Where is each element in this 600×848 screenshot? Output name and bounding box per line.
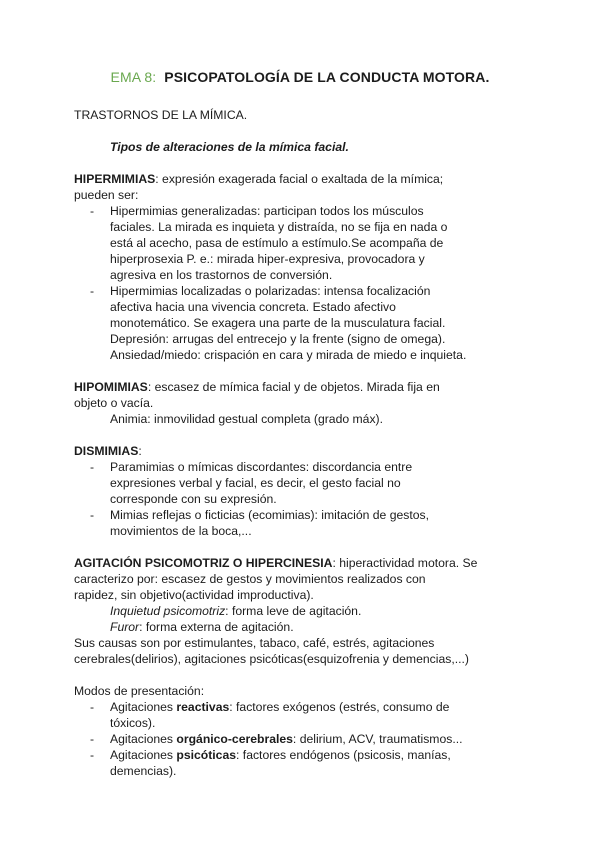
list-item: demencias). [110, 764, 177, 778]
hipermimias-def-text: : expresión exagerada facial o exaltada de la mímica; [155, 172, 444, 186]
animia-line: Animia: inmovilidad gestual completa (grado máx). [110, 412, 383, 426]
item-term: psicóticas [176, 748, 237, 762]
bullet-dash: - [90, 732, 95, 746]
list-item [110, 699, 449, 715]
furor-term: Furor [110, 620, 140, 634]
hipermimias-def [74, 171, 443, 187]
bullet-dash: - [90, 460, 95, 474]
bullet-dash: - [90, 748, 95, 762]
dismimias-def-text: : [138, 444, 142, 458]
item-text: : factores endógenos (psicosis, manías, [236, 748, 451, 762]
list-item: movimientos de la boca,... [110, 524, 252, 538]
dismimias-term: DISMIMIAS [74, 444, 139, 458]
list-item: Paramimias o mímicas discordantes: discordancia entre [110, 460, 413, 474]
subtitle: Tipos de alteraciones de la mímica facial. [110, 140, 349, 154]
modos-heading: Modos de presentación: [74, 684, 205, 698]
list-item [110, 731, 462, 747]
agitacion-term: AGITACIÓN PSICOMOTRIZ O HIPERCINESIA [74, 556, 333, 570]
list-item: Mimias reflejas o ficticias (ecomimias): imitación de gestos, [110, 508, 429, 522]
list-item [110, 747, 451, 763]
item-text: : factores exógenos (estrés, consumo de [229, 700, 450, 714]
agitacion-def-line3: rapidez, sin objetivo(actividad improductiva). [74, 588, 314, 602]
agitacion-def [74, 555, 477, 571]
item-term: reactivas [176, 700, 230, 714]
list-item: hiperprosexia P. e.: mirada hiper-expresiva, provocadora y [110, 252, 425, 266]
agitacion-def-line2: caracterizo por: escasez de gestos y movimientos realizados con [74, 572, 426, 586]
list-item: expresiones verbal y facial, es decir, el gesto facial no [110, 476, 401, 490]
item-text: : delirium, ACV, traumatismos... [292, 732, 463, 746]
section-heading: TRASTORNOS DE LA MÍMICA. [74, 108, 248, 122]
title-prefix: EMA 8: [110, 69, 157, 85]
hipomimias-term: HIPOMIMIAS [74, 380, 148, 394]
bullet-dash: - [90, 284, 95, 298]
hipermimias-term: HIPERMIMIAS [74, 172, 156, 186]
inquietud-line [110, 603, 361, 619]
list-item: Ansiedad/miedo: crispación en cara y mirada de miedo e inquieta. [110, 348, 467, 362]
list-item: monotemático. Se exagera una parte de la musculatura facial. [110, 316, 446, 330]
bullet-dash: - [90, 204, 95, 218]
title-text: PSICOPATOLOGÍA DE LA CONDUCTA MOTORA. [164, 69, 490, 85]
hipomimias-def-line2: objeto o vacía. [74, 396, 154, 410]
causes-line2: cerebrales(delirios), agitaciones psicóticas(esquizofrenia y demencias,...) [74, 652, 469, 666]
furor-line [110, 619, 294, 635]
item-prefix: Agitaciones [110, 700, 177, 714]
hipomimias-def-text: : escasez de mímica facial y de objetos. Mirada fija en [147, 380, 440, 394]
list-item: agresiva en los trastornos de conversión. [110, 268, 333, 282]
bullet-dash: - [90, 700, 95, 714]
hipomimias-def [74, 379, 440, 395]
dismimias-def [74, 443, 142, 459]
inquietud-def: : forma leve de agitación. [225, 604, 362, 618]
list-item: corresponde con su expresión. [110, 492, 277, 506]
bullet-dash: - [90, 508, 95, 522]
list-item: está al acecho, pasa de estímulo a estímulo.Se acompaña de [110, 236, 444, 250]
causes-line: Sus causas son por estimulantes, tabaco, café, estrés, agitaciones [74, 636, 435, 650]
list-item: faciales. La mirada es inquieta y distraída, no se fija en nada o [110, 220, 448, 234]
hipermimias-def-line2: pueden ser: [74, 188, 139, 202]
list-item: afectiva hacia una vivencia concreta. Estado afectivo [110, 300, 396, 314]
list-item: tóxicos). [110, 716, 156, 730]
inquietud-term: Inquietud psicomotriz [110, 604, 226, 618]
list-item: Hipermimias localizadas o polarizadas: intensa focalización [110, 284, 431, 298]
item-prefix: Agitaciones [110, 732, 177, 746]
item-term: orgánico-cerebrales [176, 732, 293, 746]
list-item: Hipermimias generalizadas: participan todos los músculos [110, 204, 424, 218]
agitacion-def-text: : hiperactividad motora. Se [332, 556, 478, 570]
furor-def: : forma externa de agitación. [139, 620, 294, 634]
list-item: Depresión: arrugas del entrecejo y la frente (signo de omega). [110, 332, 446, 346]
item-prefix: Agitaciones [110, 748, 177, 762]
page-title [0, 69, 600, 85]
